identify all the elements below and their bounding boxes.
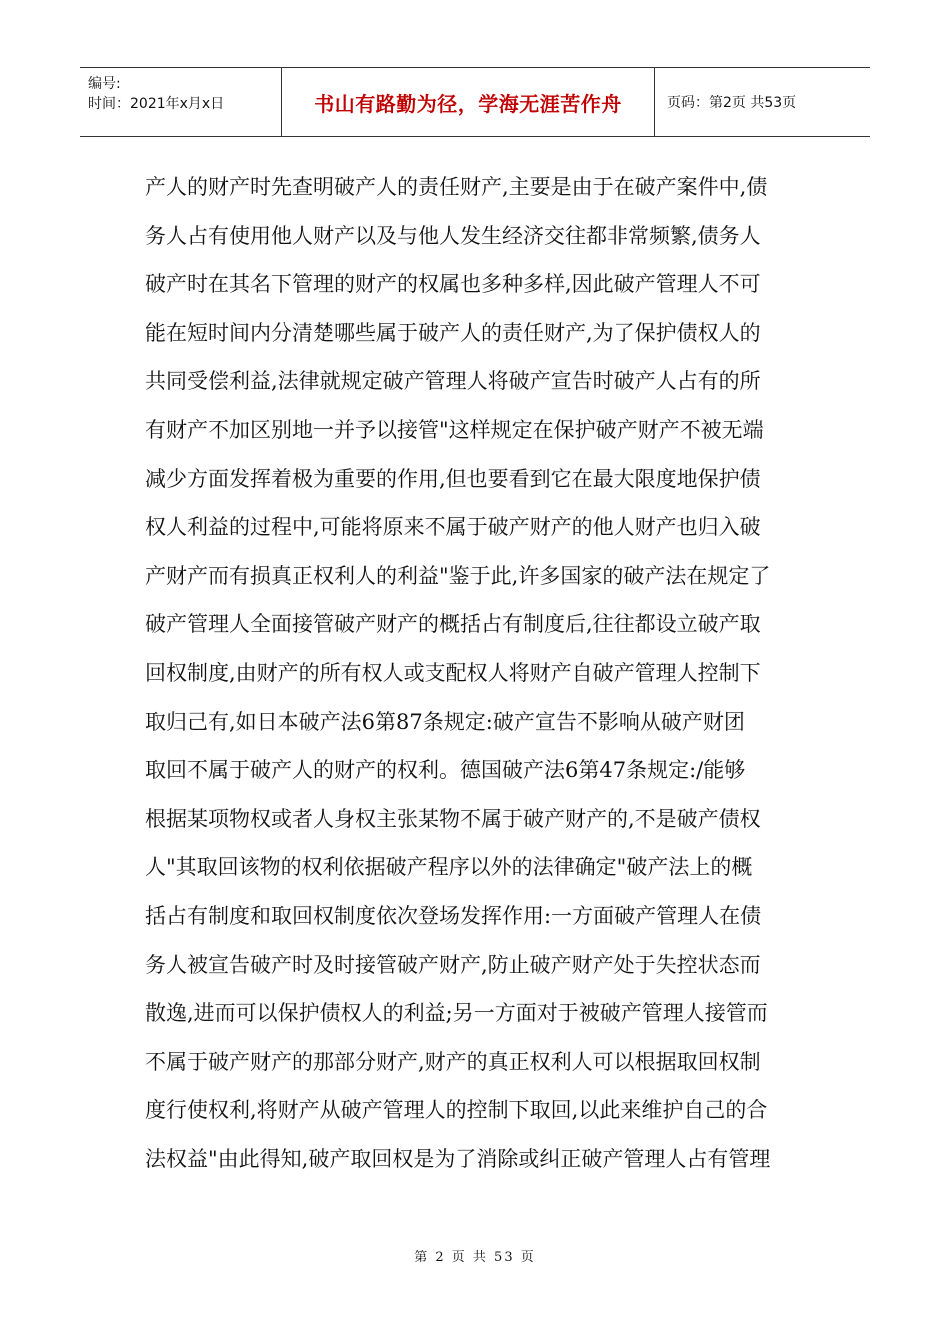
body-line: 度行使权利,将财产从破产管理人的控制下取回,以此来维护自己的合 [145,1098,768,1123]
page-footer: 第 2 页 共 53 页 [414,1250,536,1265]
body-line: 人"其取回该物的权利依据破产程序以外的法律确定"破产法上的概 [145,855,753,880]
header-meta [80,68,282,136]
body-line: 根据某项物权或者人身权主张某物不属于破产财产的,不是破产债权 [145,806,761,831]
body-line: 散逸,进而可以保护债权人的利益;另一方面对于被破产管理人接管而 [145,1001,768,1026]
number-label: 编号: [88,76,121,92]
body-line: 务人占有使用他人财产以及与他人发生经济交往都非常频繁,债务人 [145,223,761,248]
date-label: 时间：2021年x月x日 [88,96,225,112]
body-line: 法权益"由此得知,破产取回权是为了消除或纠正破产管理人占有管理 [145,1146,771,1171]
body-line: 回权制度,由财产的所有权人或支配权人将财产自破产管理人控制下 [145,660,761,685]
body-line: 权人利益的过程中,可能将原来不属于破产财产的他人财产也归入破 [145,515,761,540]
body-line: 能在短时间内分清楚哪些属于破产人的责任财产,为了保护债权人的 [145,320,761,345]
body-line: 有财产不加区别地一并予以接管"这样规定在保护破产财产不被无端 [145,417,764,442]
body-line: 不属于破产财产的那部分财产,财产的真正权利人可以根据取回权制 [145,1049,761,1074]
header-table [80,67,870,137]
body-line: 务人被宣告破产时及时接管破产财产,防止破产财产处于失控状态而 [145,952,761,977]
body-line: 破产时在其名下管理的财产的权属也多种多样,因此破产管理人不可 [145,272,761,297]
body-line: 产财产而有损真正权利人的利益"鉴于此,许多国家的破产法在规定了 [145,563,771,588]
document-body [145,163,815,1183]
body-line: 括占有制度和取回权制度依次登场发挥作用:一方面破产管理人在债 [145,903,762,928]
header-page-info: 页码：第2页 共53页 [667,95,797,111]
body-line: 减少方面发挥着极为重要的作用,但也要看到它在最大限度地保护债 [145,466,761,491]
body-line: 产人的财产时先查明破产人的责任财产,主要是由于在破产案件中,债 [145,175,768,199]
body-line: 取归己有,如日本破产法6第87条规定:破产宣告不影响从破产财团 [145,709,745,734]
body-line: 共同受偿利益,法律就规定破产管理人将破产宣告时破产人占有的所 [145,369,761,394]
body-line: 取回不属于破产人的财产的权利。德国破产法6第47条规定:/能够 [145,758,746,783]
header-motto: 书山有路勤为径，学海无涯苦作舟 [282,68,655,136]
body-line: 破产管理人全面接管破产财产的概括占有制度后,往往都设立破产取 [145,612,761,637]
